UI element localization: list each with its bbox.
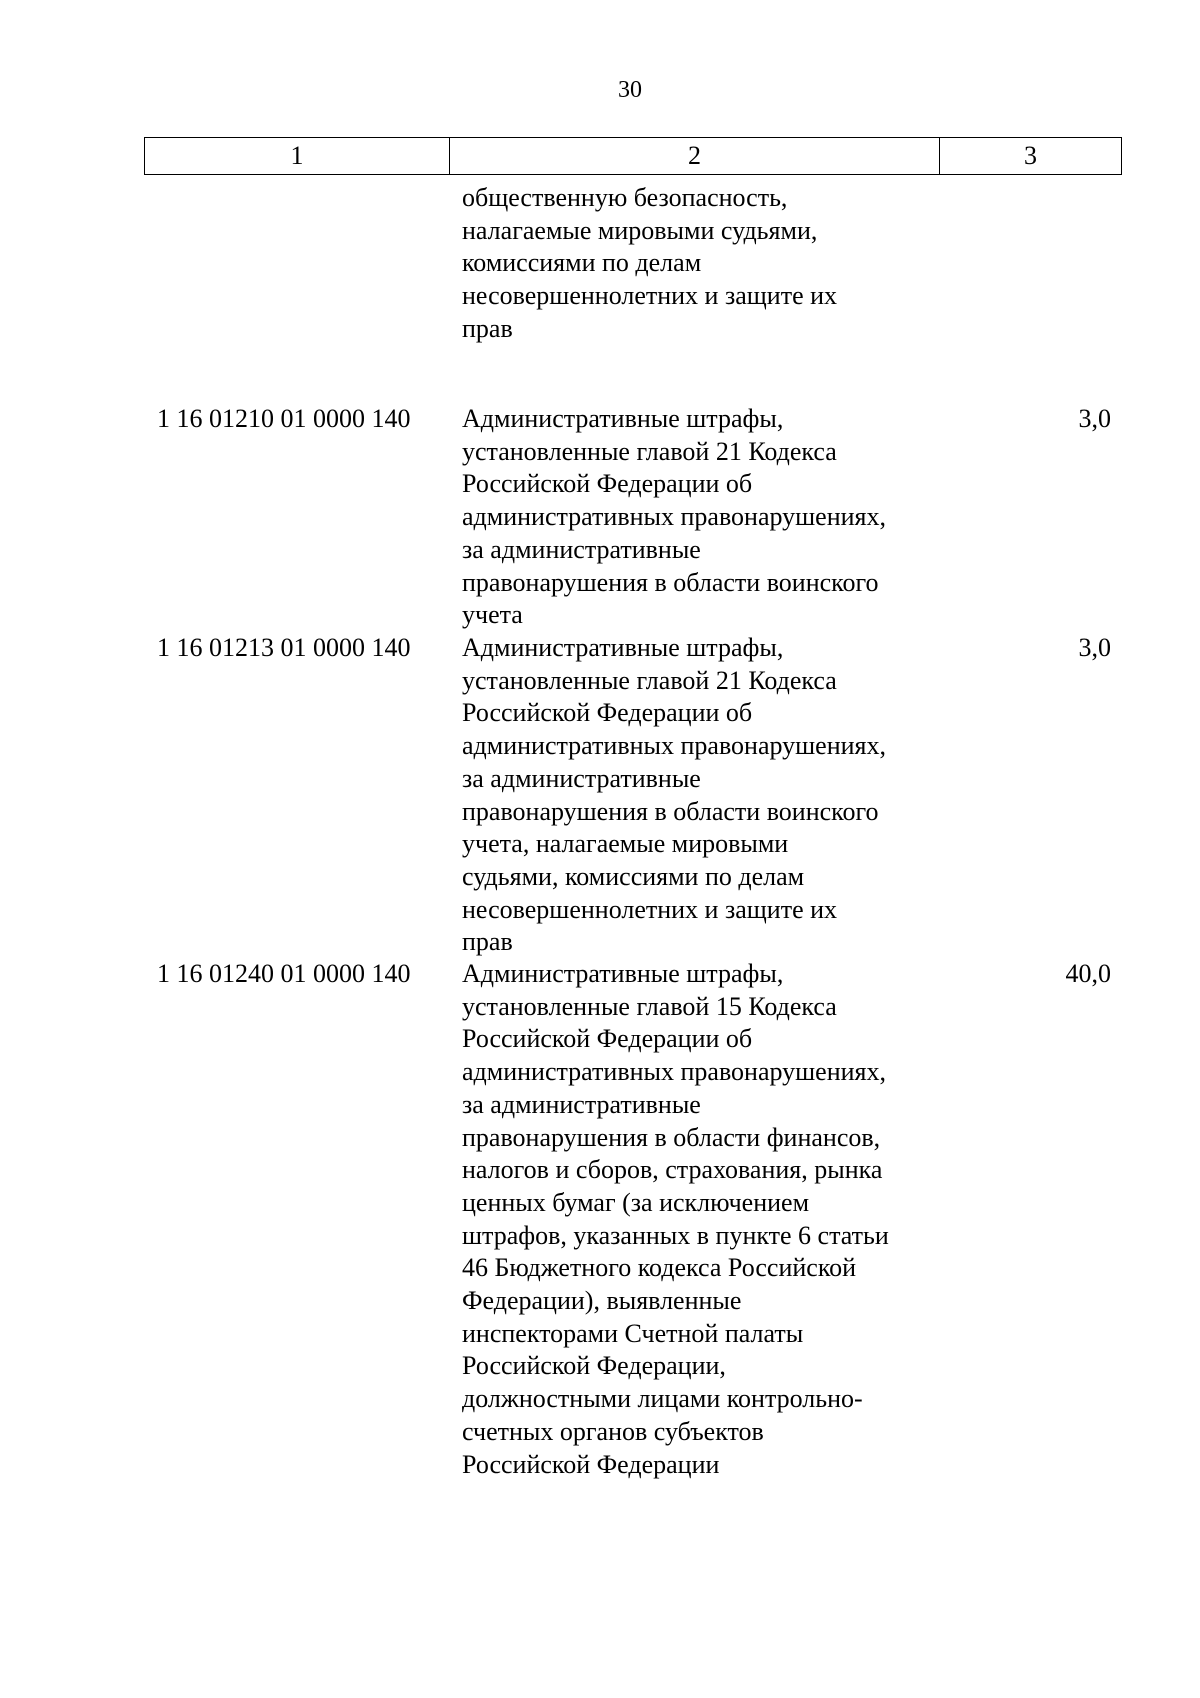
income-description: Административные штрафы, установленные главой 15 Кодекса Российской Федерации об административных правонарушениях, за административные правонарушения в области финансов, налогов и сборов, страхования, рынка ценных бумаг (за исключением штрафов, указанных в пункте 6 статьи 46 Бюджетного кодекса Российской Федерации), выявленные инспекторами Счетной палаты Российской Федерации, должностными лицами контрольно- счетных органов субъектов Российской Федерации	[462, 959, 889, 1479]
income-code: 1 16 01210 01 0000 140	[157, 404, 411, 433]
column-header-table	[144, 137, 1122, 175]
income-code: 1 16 01240 01 0000 140	[157, 959, 411, 988]
income-description: Административные штрафы, установленные главой 21 Кодекса Российской Федерации об административных правонарушениях, за административные правонарушения в области воинского учета, налагаемые мировыми судьями, комиссиями по делам несовершеннолетних и защите их прав	[462, 633, 886, 957]
column-header-2: 2	[450, 138, 940, 175]
column-header-1: 1	[145, 138, 450, 175]
page-number: 30	[618, 77, 642, 103]
income-amount: 3,0	[1078, 633, 1111, 662]
column-header-row	[145, 138, 1122, 175]
income-code: 1 16 01213 01 0000 140	[157, 633, 411, 662]
column-header-3: 3	[940, 138, 1122, 175]
income-amount: 40,0	[1065, 959, 1111, 988]
continuation-description: общественную безопасность, налагаемые мировыми судьями, комиссиями по делам несовершеннолетних и защите их прав	[462, 183, 838, 343]
income-amount: 3,0	[1078, 404, 1111, 433]
income-description: Административные штрафы, установленные главой 21 Кодекса Российской Федерации об административных правонарушениях, за административные правонарушения в области воинского учета	[462, 404, 886, 630]
